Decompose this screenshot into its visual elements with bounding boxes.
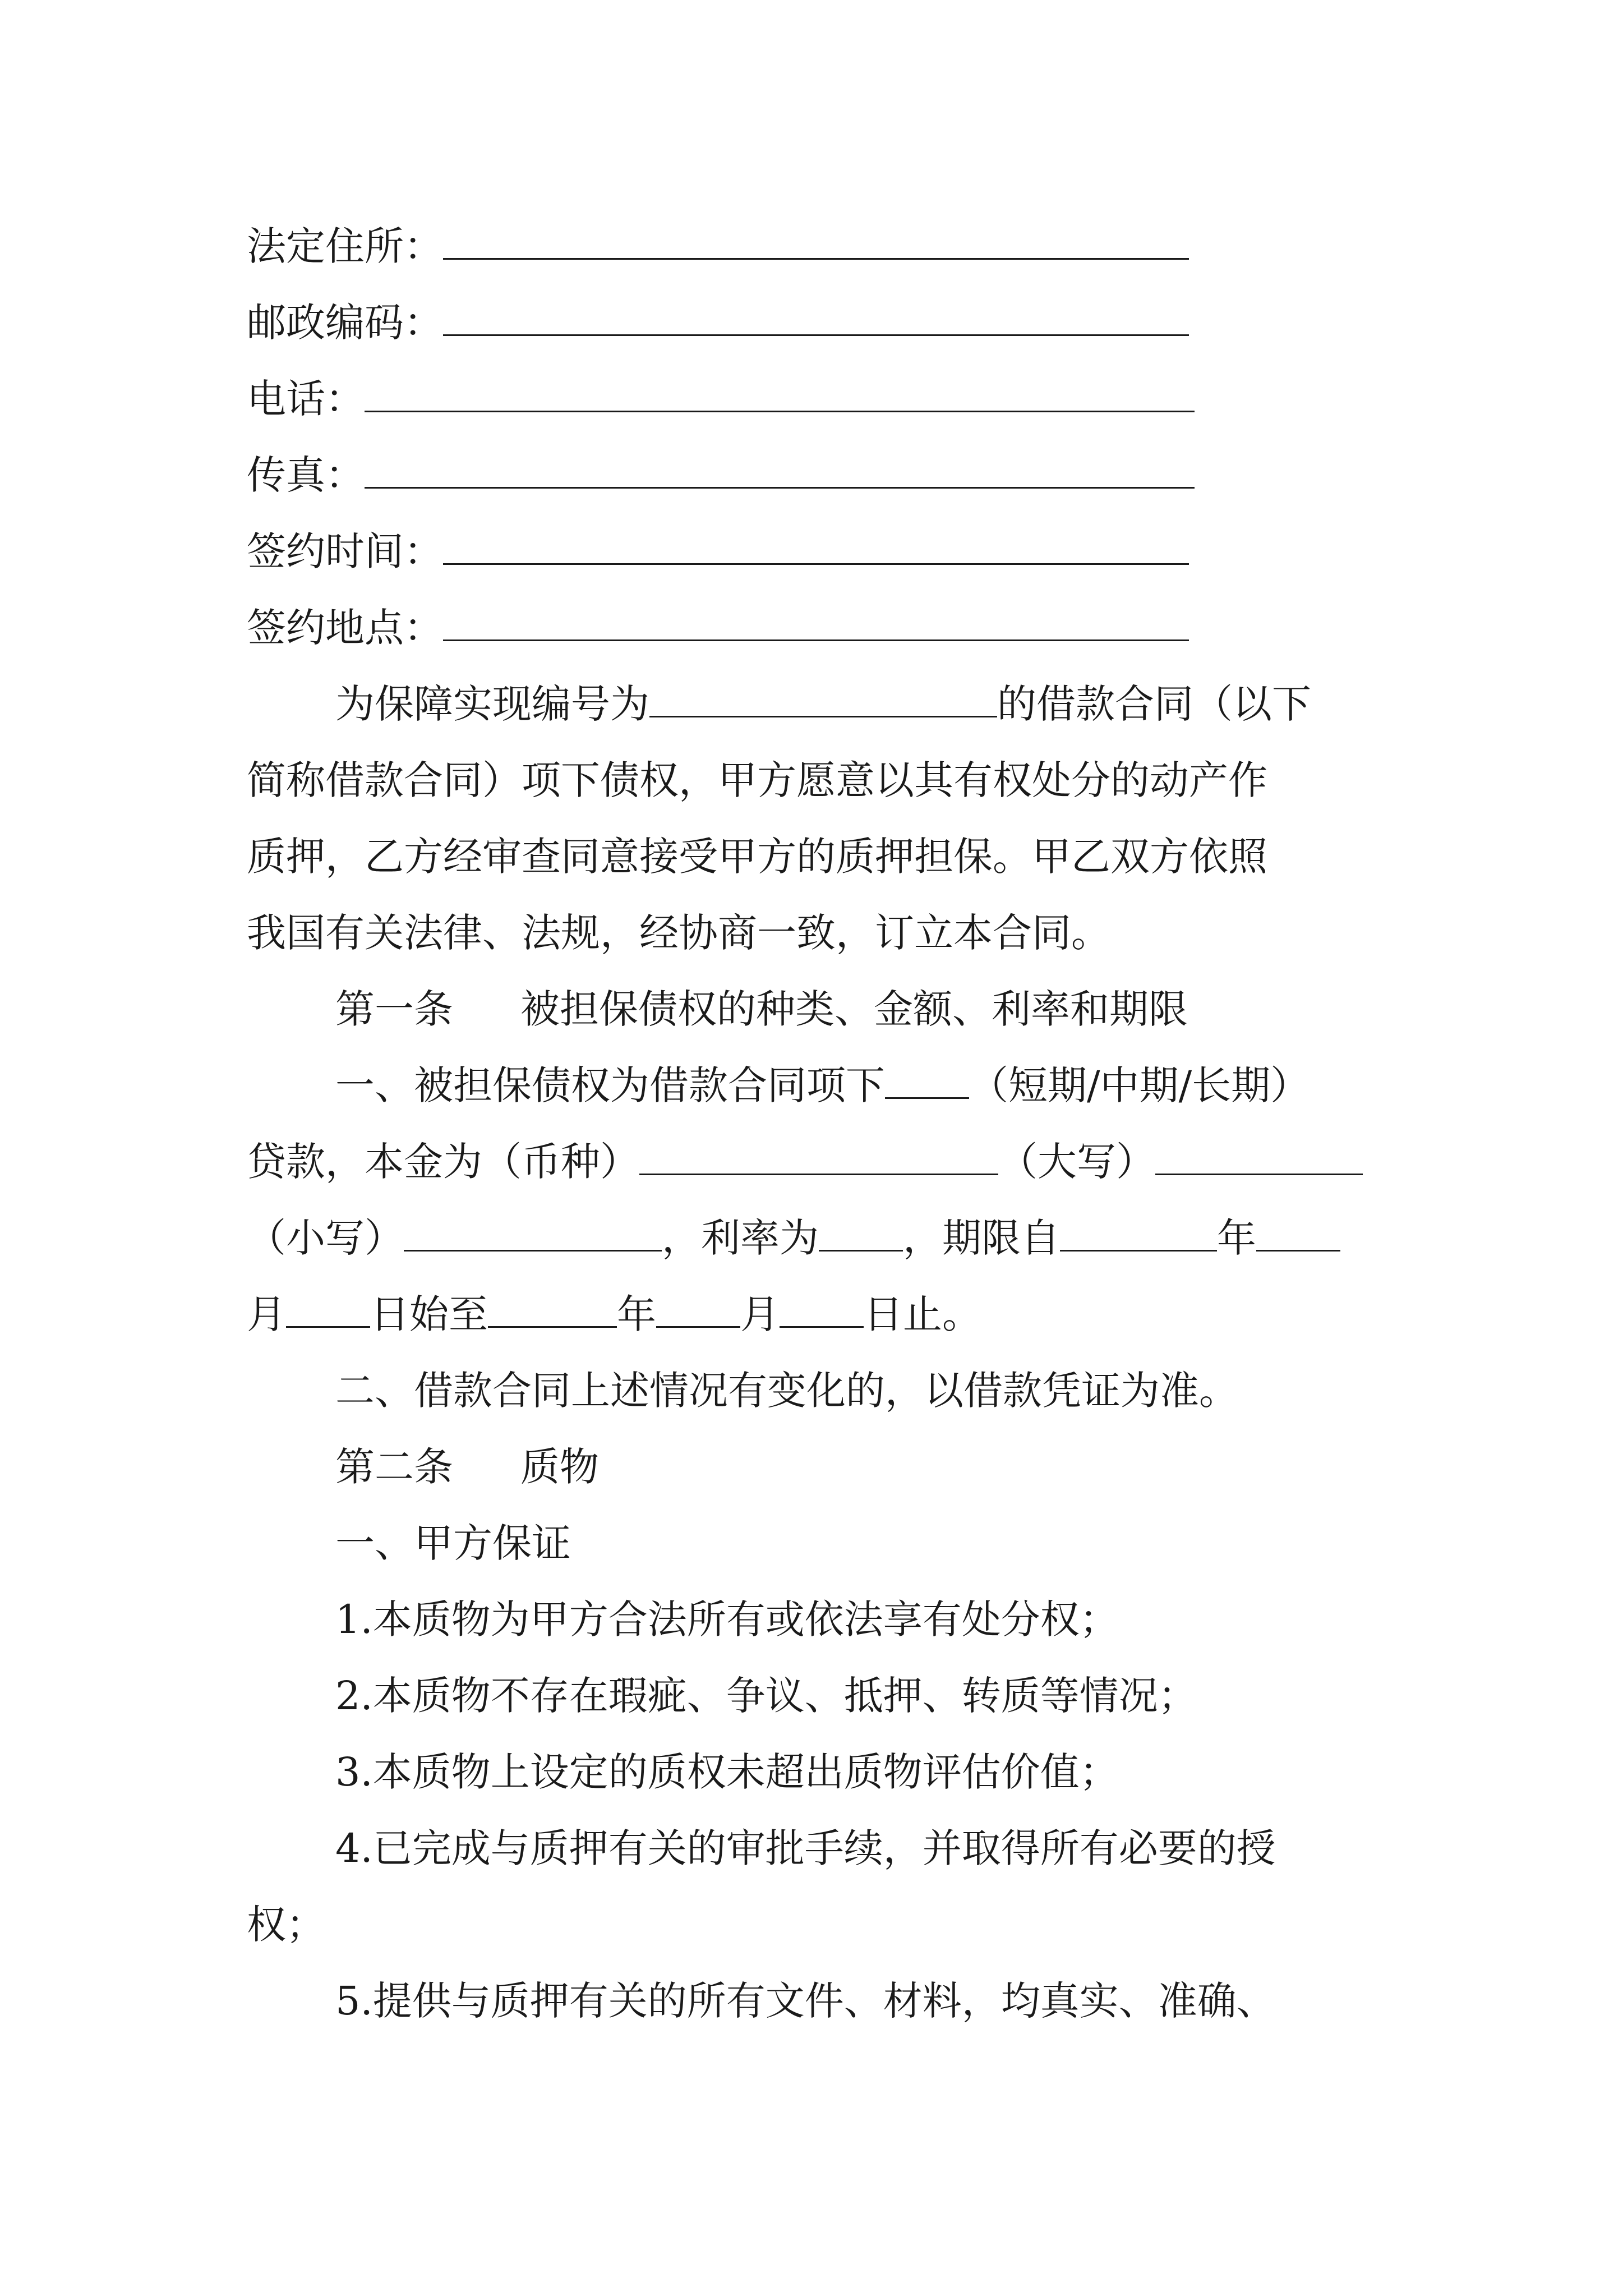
- list-item-text: 3.本质物上设定的质权未超出质物评估价值；: [335, 1749, 1119, 1795]
- article-1-clause-2: [335, 1353, 1238, 1429]
- fill-blank[interactable]: [443, 600, 1189, 641]
- clause-text: 日始至: [370, 1291, 488, 1337]
- intro-line-2: [247, 743, 1267, 818]
- article-number: 第一条: [335, 986, 453, 1032]
- article-number: 第二条: [335, 1444, 453, 1490]
- intro-text: 为保障实现编号为: [335, 681, 649, 727]
- clause-text: ，利率为: [662, 1215, 819, 1261]
- end-month-blank[interactable]: [656, 1287, 740, 1328]
- field-label: 法定住所：: [247, 223, 443, 269]
- clause-text: 一、甲方保证: [335, 1520, 571, 1566]
- intro-line-1: [335, 666, 1311, 742]
- field-fax: [247, 438, 1195, 513]
- start-day-blank[interactable]: [286, 1287, 370, 1328]
- field-postal-code: [247, 285, 1189, 361]
- field-label: 签约时间：: [247, 528, 443, 574]
- fill-blank[interactable]: [443, 295, 1189, 336]
- article-1-title: [335, 972, 1188, 1047]
- article-1-clause-1-line-4: [247, 1277, 981, 1352]
- clause-text: （大写）: [998, 1139, 1155, 1185]
- clause-text: 贷款，本金为（币种）: [247, 1139, 639, 1185]
- field-label: 签约地点：: [247, 605, 443, 651]
- fill-blank[interactable]: [365, 371, 1195, 412]
- intro-text: 简称借款合同）项下债权，甲方愿意以其有权处分的动产作: [247, 757, 1267, 803]
- article-1-clause-1-line-2: [247, 1124, 1363, 1200]
- fill-blank[interactable]: [443, 524, 1189, 565]
- field-sign-time: [247, 514, 1189, 590]
- start-year-blank[interactable]: [1060, 1211, 1217, 1251]
- field-label: 邮政编码：: [247, 300, 443, 346]
- clause-text: 二、借款合同上述情况有变化的，以借款凭证为准。: [335, 1368, 1238, 1414]
- field-label: 传真：: [247, 452, 365, 498]
- clause-text: （短期/中期/长期）: [969, 1062, 1310, 1108]
- article-1-clause-1-line-1: [335, 1048, 1310, 1124]
- amount-figures-blank[interactable]: [404, 1211, 662, 1251]
- interest-rate-blank[interactable]: [819, 1211, 903, 1251]
- field-label: 电话：: [247, 376, 365, 422]
- intro-line-3: [247, 819, 1267, 895]
- field-sign-place: [247, 590, 1189, 666]
- clause-text: （小写）: [247, 1215, 404, 1261]
- list-item-text: 4.已完成与质押有关的审批手续，并取得所有必要的授: [335, 1825, 1276, 1871]
- list-item-text: 1.本质物为甲方合法所有或依法享有处分权；: [335, 1596, 1119, 1642]
- clause-text: 年: [1217, 1215, 1256, 1261]
- article-2-subtitle: [335, 1506, 571, 1581]
- list-item-text: 权；: [247, 1902, 325, 1948]
- clause-text: ，期限自: [903, 1215, 1060, 1261]
- clause-text: 月: [740, 1291, 780, 1337]
- clause-text: 月: [247, 1291, 286, 1337]
- article-1-clause-1-line-3: [247, 1200, 1340, 1276]
- list-item: [335, 1658, 1197, 1734]
- clause-text: 一、被担保债权为借款合同项下: [335, 1062, 885, 1108]
- loan-term-blank[interactable]: [885, 1058, 969, 1099]
- currency-blank[interactable]: [639, 1134, 998, 1175]
- intro-text: 我国有关法律、法规，经协商一致，订立本合同。: [247, 910, 1110, 956]
- fill-blank[interactable]: [365, 448, 1195, 489]
- amount-words-blank[interactable]: [1155, 1134, 1363, 1175]
- clause-text: 日止。: [864, 1291, 981, 1337]
- clause-text: 年: [617, 1291, 656, 1337]
- article-2-title: [335, 1429, 599, 1505]
- article-heading: 质物: [520, 1444, 599, 1490]
- list-item-text: 5.提供与质押有关的所有文件、材料，均真实、准确、: [335, 1978, 1276, 2024]
- list-item-text: 2.本质物不存在瑕疵、争议、抵押、转质等情况；: [335, 1673, 1197, 1719]
- end-year-blank[interactable]: [488, 1287, 617, 1328]
- start-month-blank[interactable]: [1256, 1211, 1340, 1251]
- list-item: [335, 1734, 1119, 1810]
- list-item-continuation: [247, 1887, 325, 1963]
- article-heading: 被担保债权的种类、金额、利率和期限: [520, 986, 1188, 1032]
- list-item: [335, 1963, 1276, 2039]
- list-item: [335, 1582, 1119, 1658]
- field-phone: [247, 361, 1195, 437]
- list-item: [335, 1811, 1276, 1887]
- end-day-blank[interactable]: [780, 1287, 864, 1328]
- fill-blank[interactable]: [443, 219, 1189, 260]
- field-legal-address: [247, 209, 1189, 284]
- intro-line-4: [247, 895, 1110, 971]
- intro-text: 的借款合同（以下: [997, 681, 1311, 727]
- contract-number-blank[interactable]: [649, 677, 997, 717]
- intro-text: 质押，乙方经审查同意接受甲方的质押担保。甲乙双方依照: [247, 834, 1267, 880]
